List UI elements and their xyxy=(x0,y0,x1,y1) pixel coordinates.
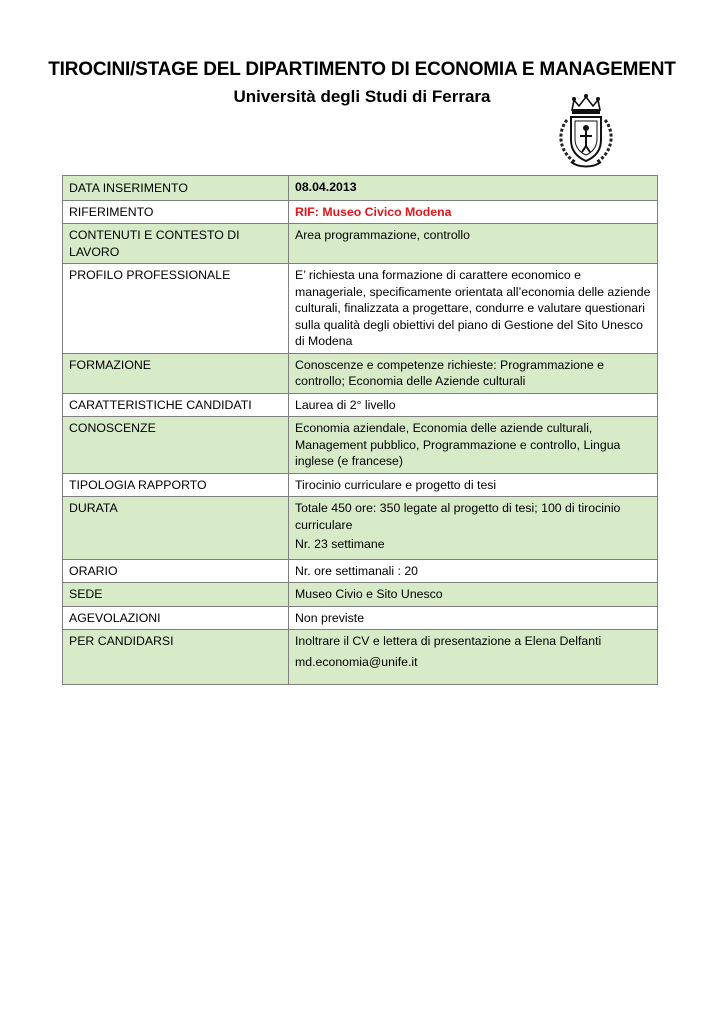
row-label: CONOSCENZE xyxy=(63,417,289,474)
table-row xyxy=(63,200,658,224)
row-label: FORMAZIONE xyxy=(63,353,289,393)
internship-details-table xyxy=(62,175,658,685)
page-subtitle: Università degli Studi di Ferrara xyxy=(233,87,491,106)
table-row xyxy=(63,393,658,417)
row-label: CONTENUTI E CONTESTO DI LAVORO xyxy=(63,224,289,264)
row-value: Area programmazione, controllo xyxy=(289,224,658,264)
row-label: DATA INSERIMENTO xyxy=(63,176,289,201)
table-row xyxy=(63,264,658,354)
row-label: TIPOLOGIA RAPPORTO xyxy=(63,473,289,497)
table-row xyxy=(63,417,658,474)
table-row xyxy=(63,224,658,264)
table-row xyxy=(63,176,658,201)
row-label: AGEVOLAZIONI xyxy=(63,606,289,630)
contact-email[interactable]: md.economia@unife.it xyxy=(295,654,418,669)
row-value: Non previste xyxy=(289,606,658,630)
table-row xyxy=(63,353,658,393)
university-crest-icon xyxy=(553,92,619,170)
apply-instructions: Inoltrare il CV e lettera di presentazione a Elena Delfanti xyxy=(295,634,602,648)
table-row xyxy=(63,559,658,583)
row-label: CARATTERISTICHE CANDIDATI xyxy=(63,393,289,417)
table-row xyxy=(63,630,658,685)
table-row xyxy=(63,473,658,497)
row-label: RIFERIMENTO xyxy=(63,200,289,224)
row-label: PER CANDIDARSI xyxy=(63,630,289,685)
table-row xyxy=(63,583,658,607)
row-value: 08.04.2013 xyxy=(289,176,658,201)
row-value: Laurea di 2° livello xyxy=(289,393,658,417)
row-value: Tirocinio curriculare e progetto di tesi xyxy=(289,473,658,497)
row-value: Museo Civio e Sito Unesco xyxy=(289,583,658,607)
row-label: ORARIO xyxy=(63,559,289,583)
row-value xyxy=(289,497,658,560)
row-label: PROFILO PROFESSIONALE xyxy=(63,264,289,354)
reference-value: RIF: Museo Civico Modena xyxy=(289,200,658,224)
duration-weeks: Nr. 23 settimane xyxy=(295,537,385,551)
row-value: Nr. ore settimanali : 20 xyxy=(289,559,658,583)
table-row xyxy=(63,497,658,560)
row-value: Conoscenze e competenze richieste: Programmazione e controllo; Economia delle Aziende culturali xyxy=(289,353,658,393)
row-value: Economia aziendale, Economia delle aziende culturali, Management pubblico, Programmazione e controllo, Lingua inglese (e francese) xyxy=(289,417,658,474)
duration-text: Totale 450 ore: 350 legate al progetto di tesi; 100 di tirocinio curriculare xyxy=(295,501,621,532)
row-value xyxy=(289,630,658,685)
row-label: DURATA xyxy=(63,497,289,560)
page-title: TIROCINI/STAGE DEL DIPARTIMENTO DI ECONOMIA E MANAGEMENT xyxy=(48,59,676,80)
table-row xyxy=(63,606,658,630)
row-label: SEDE xyxy=(63,583,289,607)
row-value: E’ richiesta una formazione di carattere economico e manageriale, specificamente orientata all’economia delle aziende culturali, finalizzata a progettare, condurre e valutare questionari sulla qualità degli obiettivi del piano di Gestione del Sito Unesco di Modena xyxy=(289,264,658,354)
